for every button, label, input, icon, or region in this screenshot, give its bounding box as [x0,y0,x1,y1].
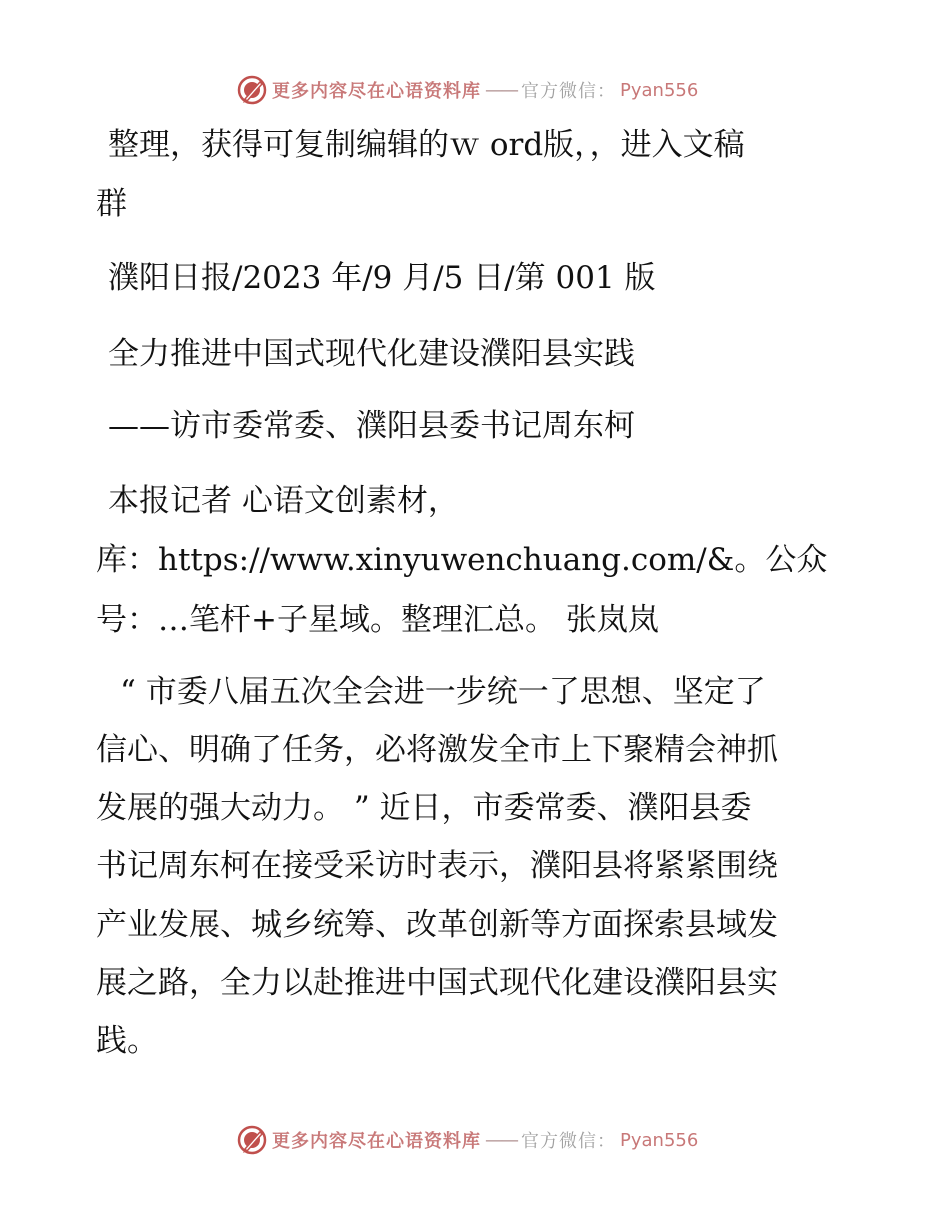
header-watermark-banner [236,72,698,108]
logo-icon [236,74,268,106]
paragraph-line-7: 践。 [96,1023,158,1059]
banner-main-text: 更多内容尽在心语资料库 [272,81,481,102]
paragraph-line-2: 信心、明确了任务，必将激发全市上下聚精会神抓 [96,732,778,768]
banner-wechat-id: Pyan556 [620,1129,699,1151]
article-subtitle: ——访市委常委、濮阳县委书记周东柯 [108,408,635,444]
publication-info: 濮阳日报/2023 年/9 月/5 日/第 001 版 [108,260,656,296]
paragraph-line-6: 展之路，全力以赴推进中国式现代化建设濮阳县实 [96,965,778,1001]
banner-official-label: 官方微信： [521,1131,616,1152]
article-title: 全力推进中国式现代化建设濮阳县实践 [108,336,635,372]
banner-dash: —— [485,79,517,101]
banner-wechat-id: Pyan556 [620,79,699,101]
paragraph-line-5: 产业发展、城乡统筹、改革创新等方面探索县域发 [96,907,778,943]
paragraph-line-4: 书记周东柯在接受采访时表示，濮阳县将紧紧围绕 [96,848,778,884]
paragraph-line-3: 发展的强大动力。 ” 近日，市委常委、濮阳县委 [96,790,752,826]
reporter-line: 本报记者 心语文创素材， [108,483,459,519]
banner-official-label: 官方微信： [521,81,616,102]
text-line-7: 库：https://www.xinyuwenchuang.com/&。公众 [96,542,828,578]
logo-icon [236,1124,268,1156]
text-line-8: 号：…笔杆+子星域。整理汇总。 张岚岚 [96,602,659,638]
paragraph-line-1: “ 市委八届五次全会进一步统一了思想、坚定了 [120,674,766,710]
banner-main-text: 更多内容尽在心语资料库 [272,1131,481,1152]
text-line-1: 整理，获得可复制编辑的ｗ ord版，，进入文稿 [108,127,745,163]
text-line-2: 群 [96,186,127,222]
footer-watermark-banner [236,1122,698,1158]
banner-dash: —— [485,1129,517,1151]
